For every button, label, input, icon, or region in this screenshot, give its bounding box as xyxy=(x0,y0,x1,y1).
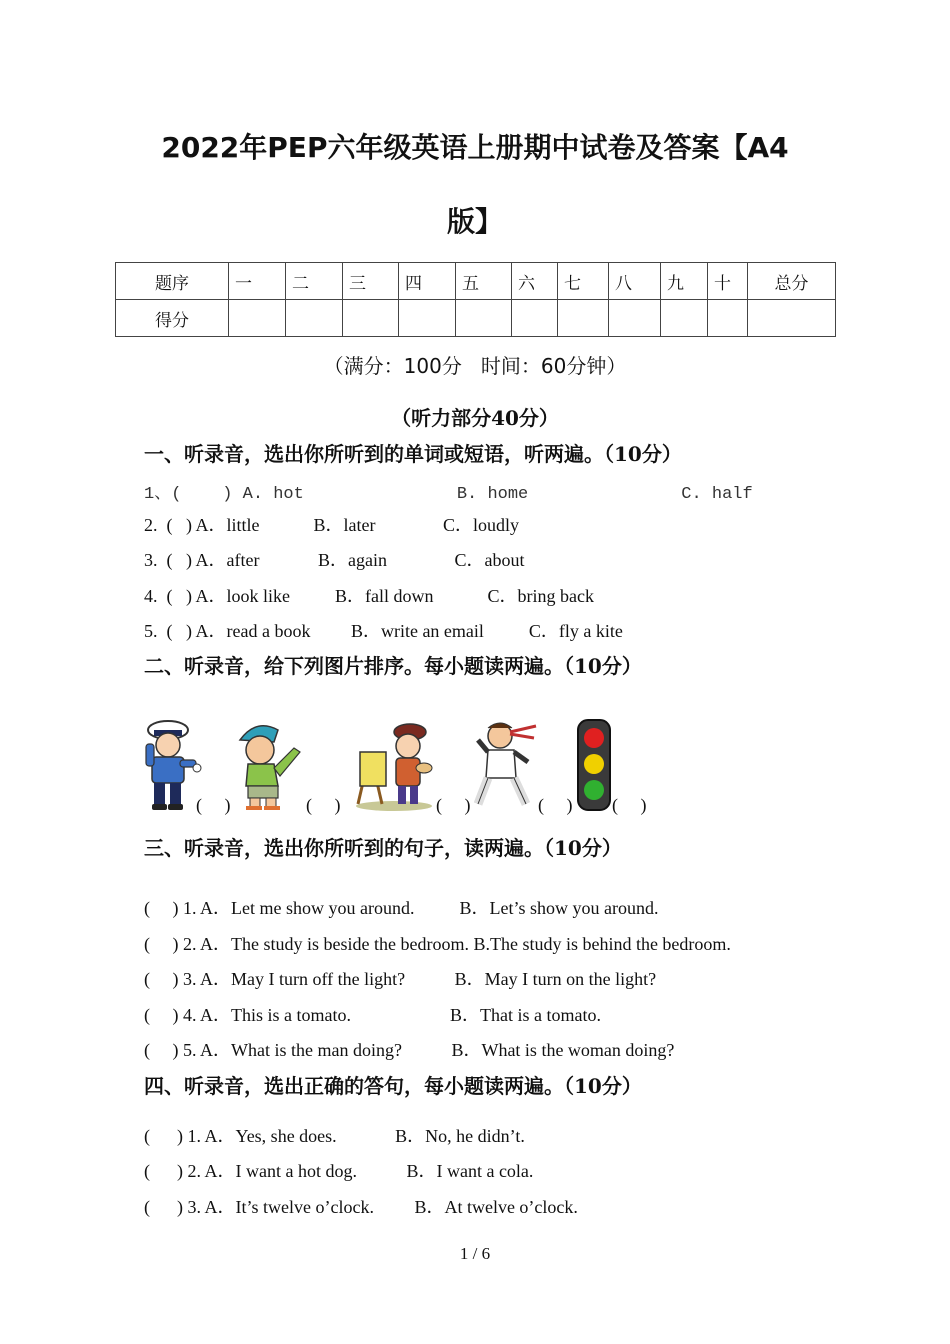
score-input-10[interactable] xyxy=(708,300,748,337)
painter-picture xyxy=(352,718,436,812)
s1-question-4: 4. ( ) A．look like B．fall down C．bring back xyxy=(144,586,594,606)
score-input-8[interactable] xyxy=(609,300,661,337)
score-table-score-row xyxy=(116,300,836,337)
s3-question-4: ( ) 4. A．This is a tomato. B．That is a tomato. xyxy=(144,1005,601,1025)
score-cell-1: 一 xyxy=(229,263,286,300)
score-input-total[interactable] xyxy=(748,300,836,337)
boy-waving-picture xyxy=(234,718,308,810)
score-input-7[interactable] xyxy=(558,300,609,337)
section1-title: 一、听录音，选出你所听到的单词或短语，听两遍。（10分） xyxy=(144,442,682,466)
score-input-5[interactable] xyxy=(456,300,512,337)
s1-question-3: 3. ( ) A．after B．again C．about xyxy=(144,550,525,570)
score-cell-8: 八 xyxy=(609,263,661,300)
exam-meta: （满分：100分 时间：60分钟） xyxy=(323,354,627,378)
s1-question-5: 5. ( ) A．read a book B．write an email C．fly a kite xyxy=(144,621,623,641)
score-input-2[interactable] xyxy=(286,300,343,337)
picture-blank-3[interactable]: ( ) xyxy=(436,795,471,815)
score-cell-5: 五 xyxy=(456,263,512,300)
score-cell-10: 十 xyxy=(708,263,748,300)
score-cell-3: 三 xyxy=(343,263,399,300)
listening-header: （听力部分40分） xyxy=(391,406,559,430)
score-table-header-row xyxy=(116,263,836,300)
score-input-9[interactable] xyxy=(661,300,708,337)
s4-question-2: ( ) 2. A．I want a hot dog. B．I want a cola. xyxy=(144,1161,534,1181)
score-cell-9: 九 xyxy=(661,263,708,300)
s3-question-1: ( ) 1. A．Let me show you around. B．Let’s show you around. xyxy=(144,898,659,918)
score-table xyxy=(115,262,836,337)
picture-blank-1[interactable]: ( ) xyxy=(196,795,231,815)
s1-question-1: 1、( ) A. hot B. home C. half xyxy=(144,485,753,504)
traffic-light-picture xyxy=(576,718,612,812)
s3-question-2: ( ) 2. A．The study is beside the bedroom. B.The study is behind the bedroom. xyxy=(144,934,731,954)
doc-title-line-2: 版】 xyxy=(446,205,503,238)
picture-blank-5[interactable]: ( ) xyxy=(612,795,647,815)
s4-question-3: ( ) 3. A．It’s twelve o’clock. B．At twelve o’clock. xyxy=(144,1197,578,1217)
score-input-3[interactable] xyxy=(343,300,399,337)
doc-title-line-1: 2022年PEP六年级英语上册期中试卷及答案【A4 xyxy=(161,131,789,164)
score-input-1[interactable] xyxy=(229,300,286,337)
s4-question-1: ( ) 1. A．Yes, she does. B．No, he didn’t. xyxy=(144,1126,525,1146)
score-input-4[interactable] xyxy=(399,300,456,337)
page-number: 1 / 6 xyxy=(459,1244,491,1263)
s3-question-3: ( ) 3. A．May I turn off the light? B．May I turn on the light? xyxy=(144,969,657,989)
score-cell-7: 七 xyxy=(558,263,609,300)
score-cell-6: 六 xyxy=(512,263,558,300)
score-row-label: 得分 xyxy=(116,300,229,337)
score-cell-label: 题序 xyxy=(116,263,229,300)
section4-title: 四、听录音，选出正确的答句，每小题读两遍。（10分） xyxy=(144,1074,642,1098)
score-cell-4: 四 xyxy=(399,263,456,300)
picture-blank-4[interactable]: ( ) xyxy=(538,795,573,815)
picture-blank-2[interactable]: ( ) xyxy=(306,795,341,815)
score-cell-total: 总分 xyxy=(748,263,836,300)
police-officer-picture xyxy=(140,718,202,812)
s3-question-5: ( ) 5. A．What is the man doing? B．What is the woman doing? xyxy=(144,1040,675,1060)
section2-title: 二、听录音，给下列图片排序。每小题读两遍。（10分） xyxy=(144,654,642,678)
score-cell-2: 二 xyxy=(286,263,343,300)
karate-kid-picture xyxy=(474,718,540,812)
score-input-6[interactable] xyxy=(512,300,558,337)
section3-title: 三、听录音，选出你所听到的句子，读两遍。（10分） xyxy=(144,836,622,860)
s1-question-2: 2. ( ) A．little B．later C．loudly xyxy=(144,515,519,535)
